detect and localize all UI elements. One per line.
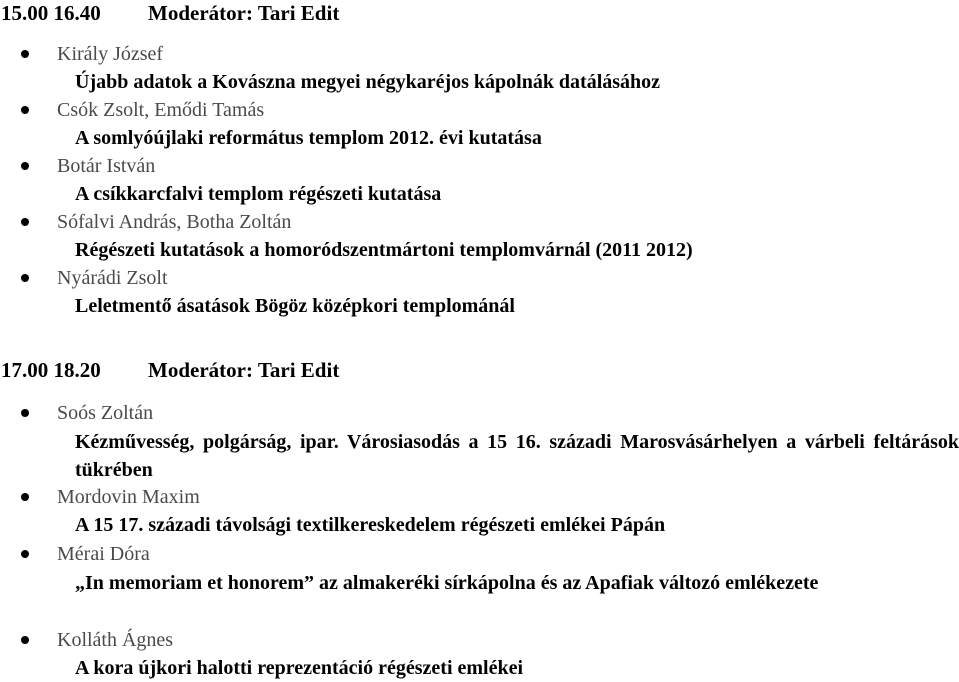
talk-title: Régészeti kutatások a homoródszentmártoni templomvárnál (2011 2012) — [75, 239, 693, 261]
talk-speaker: Soós Zoltán — [57, 402, 154, 424]
session-time: 17.00 18.20 — [1, 358, 101, 382]
talk-title: A kora újkori halotti reprezentáció régészeti emlékei — [75, 657, 524, 679]
talk-title: „In memoriam et honorem” az almakeréki sírkápolna és az Apafiak változó emlékezete — [75, 572, 819, 594]
bullet-icon — [21, 550, 29, 558]
bullet-icon — [21, 218, 29, 226]
talk-speaker: Csók Zsolt, Emődi Tamás — [57, 99, 265, 121]
bullet-icon — [21, 106, 29, 114]
talk-speaker: Botár István — [57, 155, 156, 177]
talk-title: A 15 17. századi távolsági textilkereskedelem régészeti emlékei Pápán — [75, 514, 666, 536]
talk-speaker: Király József — [57, 43, 164, 65]
session-header — [1, 357, 339, 383]
bullet-icon — [21, 274, 29, 282]
talk-speaker: Mérai Dóra — [57, 543, 150, 565]
session-moderator: Moderátor: Tari Edit — [148, 1, 340, 25]
talk-speaker: Sófalvi András, Botha Zoltán — [57, 211, 292, 233]
talk-speaker: Mordovin Maxim — [57, 486, 200, 508]
talk-title: Újabb adatok a Kovászna megyei négykaréjos kápolnák datálásához — [75, 71, 661, 93]
bullet-icon — [21, 50, 29, 58]
talk-title: A somlyóújlaki református templom 2012. évi kutatása — [75, 127, 542, 149]
talk-title: Kézművesség, polgárság, ipar. Városiasodás a 15 16. századi Marosvásárhelyen a várbeli feltárások tükrében — [75, 431, 959, 481]
bullet-icon — [21, 162, 29, 170]
session-time: 15.00 16.40 — [1, 1, 101, 25]
session-header — [1, 0, 339, 26]
session-moderator: Moderátor: Tari Edit — [148, 358, 340, 382]
talk-speaker: Nyárádi Zsolt — [57, 267, 168, 289]
bullet-icon — [21, 493, 29, 501]
talk-title: A csíkkarcfalvi templom régészeti kutatása — [75, 183, 442, 205]
talk-speaker: Kolláth Ágnes — [57, 629, 174, 651]
talk-title: Leletmentő ásatások Bögöz középkori templománál — [75, 295, 515, 317]
bullet-icon — [21, 636, 29, 644]
bullet-icon — [21, 409, 29, 417]
